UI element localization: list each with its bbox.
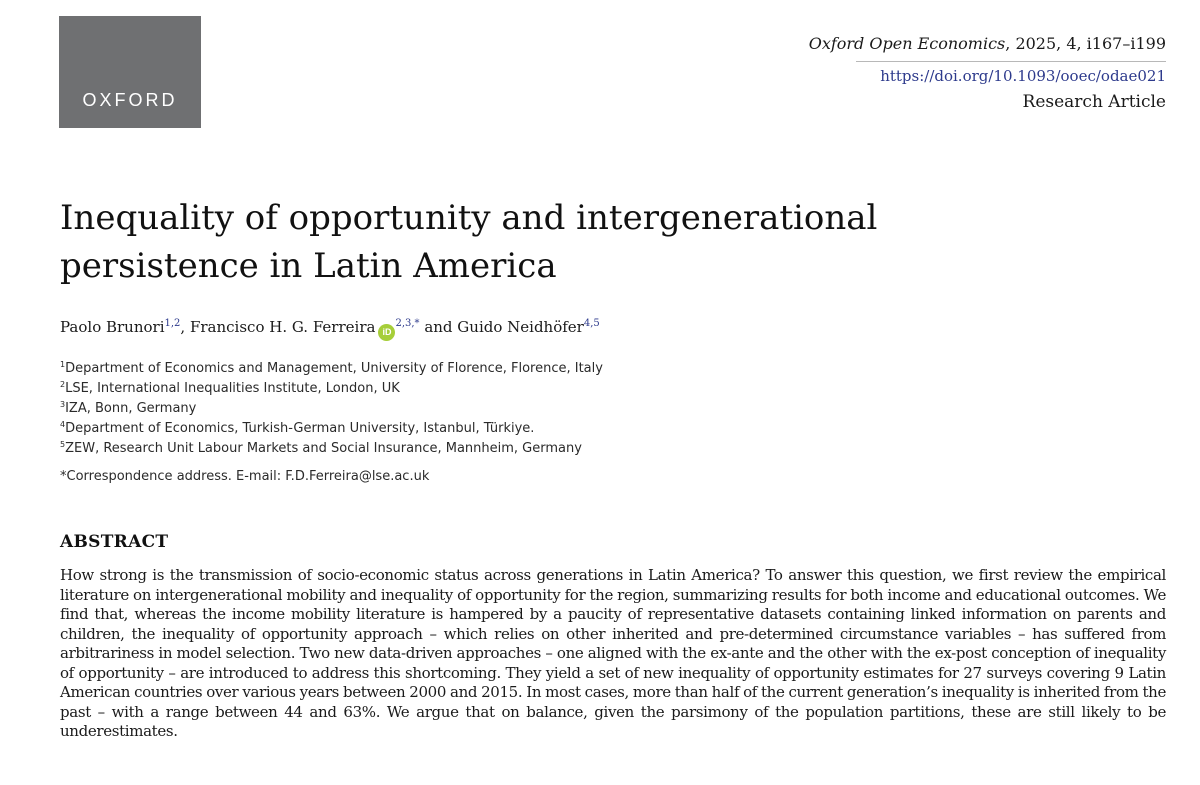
affiliation-text: Department of Economics, Turkish-German University, Istanbul, Türkiye. [65,421,535,436]
author-separator: and [419,318,458,336]
abstract-heading: ABSTRACT [60,532,169,552]
journal-name: Oxford Open Economics [808,34,1006,53]
logo-text: OXFORD [82,90,178,110]
author-name[interactable]: Guido Neidhöfer [457,318,584,336]
article-title: Inequality of opportunity and intergenerational persistence in Latin America [60,198,878,286]
author-list [60,318,600,341]
journal-volume-pages: , 2025, 4, i167–i199 [1005,34,1166,53]
affiliation-number: 2 [60,380,66,389]
author-affiliation-ref[interactable]: 2,3,* [395,318,420,329]
affiliation-number: 5 [60,440,66,449]
affiliation-item [60,439,603,459]
journal-citation [809,34,1166,53]
affiliation-text: Department of Economics and Management, University of Florence, Florence, Italy [65,361,603,376]
affiliation-number: 3 [60,400,66,409]
affiliation-number: 1 [60,360,66,369]
author-separator: , [180,318,190,336]
author-name[interactable]: Paolo Brunori [60,318,165,336]
correspondence-note: *Correspondence address. E-mail: F.D.Ferreira@lse.ac.uk [60,469,430,484]
affiliation-item [60,359,603,379]
affiliation-number: 4 [60,420,66,429]
affiliation-text: ZEW, Research Unit Labour Markets and Social Insurance, Mannheim, Germany [65,441,582,456]
affiliation-list [60,359,603,459]
doi-link[interactable]: https://doi.org/10.1093/ooec/odae021 [880,67,1166,85]
author-name[interactable]: Francisco H. G. Ferreira [189,318,376,336]
article-type: Research Article [1022,92,1166,112]
affiliation-item [60,379,603,399]
affiliation-text: IZA, Bonn, Germany [65,401,197,416]
affiliation-text: LSE, International Inequalities Institute, London, UK [65,381,400,396]
orcid-icon[interactable]: iD [378,324,395,341]
abstract-text: How strong is the transmission of socio-economic status across generations in Latin America? To answer this question, we first review the empirical literature on intergenerational mobility and inequality of opportunity for the region, summarizing results for both income and educational outcomes. We find that, whereas the income mobility literature is hampered by a paucity of representative datasets containing linked information on parents and children, the inequality of opportunity approach – which relies on other inherited and pre-determined circumstance variables – has suffered from arbitrariness in model selection. Two new data-driven approaches – one aligned with the ex-ante and the other with the ex-post conception of inequality of opportunity – are introduced to address this shortcoming. They yield a set of new inequality of opportunity estimates for 27 surveys covering 9 Latin American countries over various years between 2000 and 2015. In most cases, more than half of the current generation’s inequality is inherited from the past – with a range between 44 and 63%. We argue that on balance, given the parsimony of the population partitions, these are still likely to be underestimates. [60,566,1166,740]
author-affiliation-ref[interactable]: 1,2 [164,318,181,329]
affiliation-item [60,419,603,439]
affiliation-item [60,399,603,419]
oxford-logo [59,16,201,128]
header-divider [856,61,1166,62]
author-affiliation-ref[interactable]: 4,5 [583,318,600,329]
